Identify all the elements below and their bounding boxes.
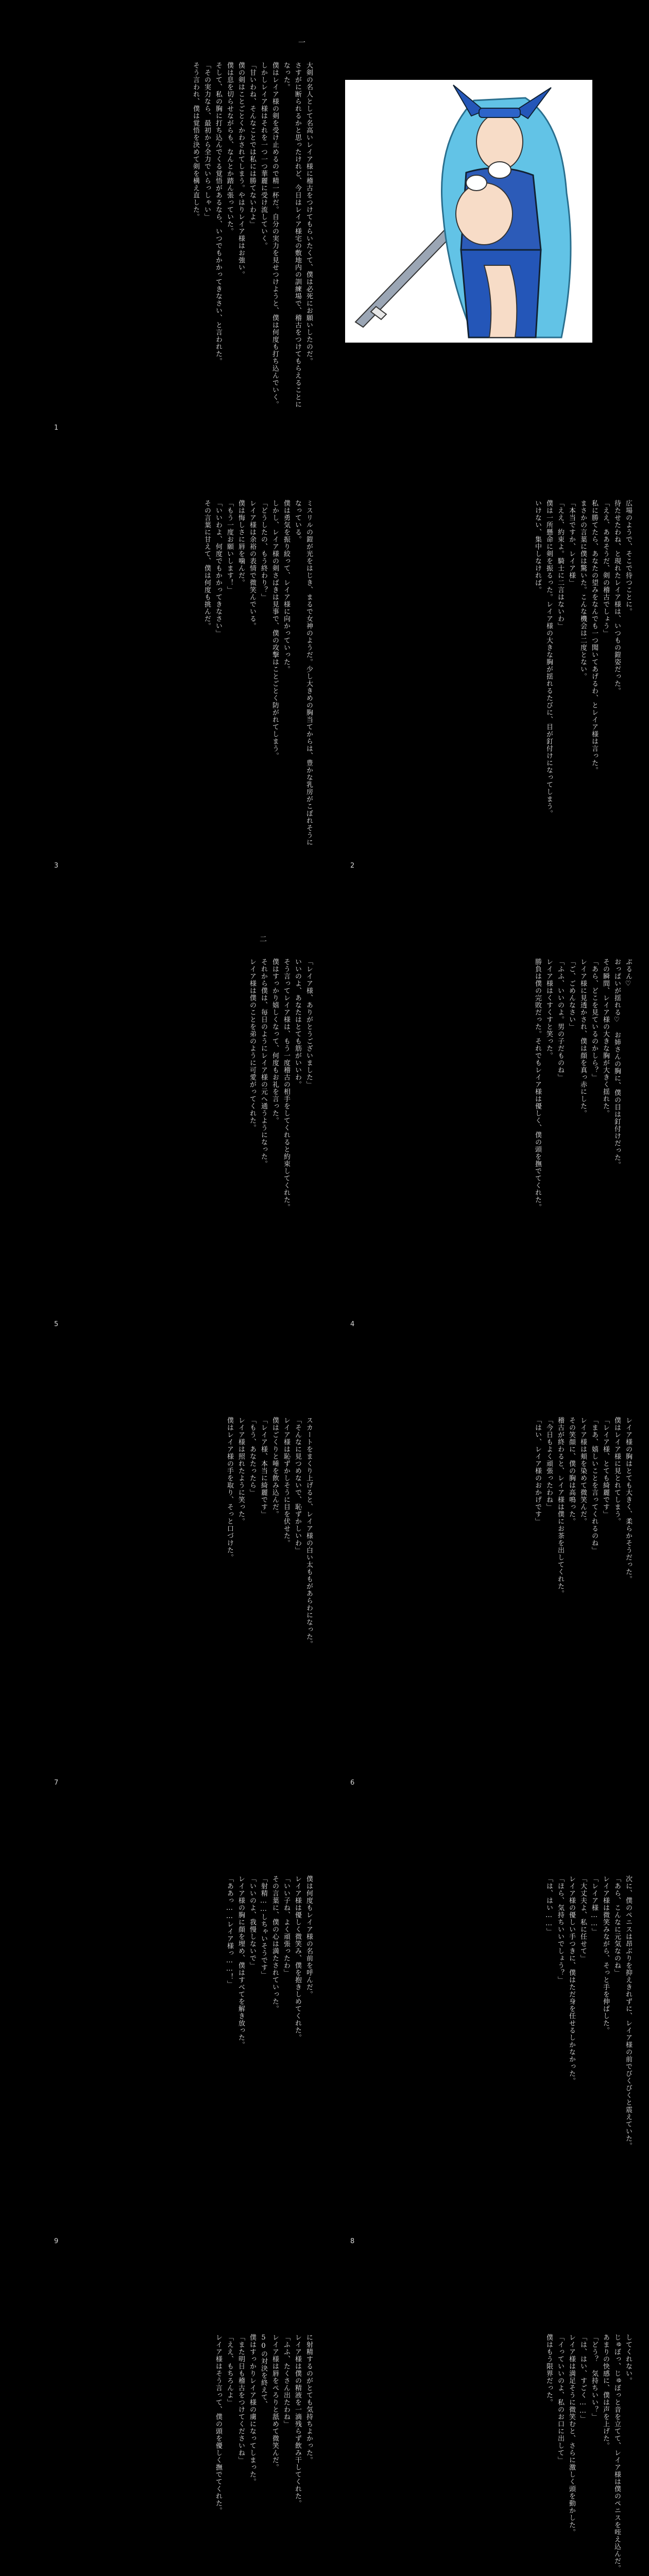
page-number: 6 [350,1779,355,1787]
page-2 [335,453,644,876]
page-text: ぷるん♡ おっぱいが揺れる♡ お姉さんの胸に、僕の目は釘付けだった。 その瞬間、レイア様の大きな胸が大きく揺れた。 「あら、どこを見ているのかしら？」 レイア様に見透かされ、僕は顔を真っ赤にした。 「ご、ごめんなさい」 「ふふ、いいのよ。男の子だものね」 レイア様はくすくすと笑った。 勝負は僕の完敗だった。それでもレイア様は優しく、僕の頭を撫でてくれた。 [534,958,632,1211]
page-6 [335,1370,644,1793]
page-number: 5 [54,1320,59,1328]
page-text: に射精するのがとても気持ちよかった。 レイア様は僕の精液を一滴残らず飲み干してくれた。 「ふふ、たくさん出たわね」 レイア様は唇をぺろりと舐めて微笑んだ。 50の対決を終えて、 僕はすっかりレイア様の虜になってしまった。 「また明日も稽古をつけてくださいね」 「ええ、もちろんよ」 レイア様はそう言って、僕の頭を優しく撫でてくれた。 [214,2334,313,2514]
page-text: 僕は何度もレイア様の名前を呼んだ。 レイア様は優しく微笑み、僕を抱きしめてくれた。 「いい子ね、よく頑張ったわ」 その言葉に、僕の心は満たされていった。 「射精……しちゃいそうです」 「いいのよ、我慢しないで」 レイア様の胸に顔を埋め、僕はすべてを解き放った。 「ああっ……レイア様っ……！」 [226,1875,313,2048]
section-mark: 二 [259,935,267,942]
page-text: ミスリルの鎧が光をはじき、まるで女神のようだ。少し大きめの胸当てからは、豊かな乳房がこぼれそうになっている。 僕は勇気を振り絞って、レイア様に向かっていった。 しかし、レイア様の剣さばきは見事で、僕の攻撃はことごとく防がれてしまう。 「どうしたの、もう終わり？」 レイア様は余裕の表情で微笑んでいる。 僕は悔しさに唇を噛んだ。 「もう一度お願いします！」 「いいわよ、何度でもかかってきなさい」 その言葉に甘えて、僕は何度も挑んだ。 [203,500,313,846]
illustration-svg [345,80,592,343]
page-text: スカートをまくり上げると、レイア様の白い太ももがあらわになった。 「そんなに見つめないで、恥ずかしいわ」 レイア様は恥ずかしそうに目を伏せた。 僕はごくりと唾を飲み込んだ。 「レイア様、本当に綺麗です」 「もう、あなたったら」 レイア様は照れたように笑った。 僕はレイア様の手を取り、そっと口づけた。 [226,1417,313,1648]
page-5 [15,912,324,1334]
page-text: レイア様の胸はとても大きく、柔らかそうだった。 僕はレイア様に見とれてしまう。 「レイア様、とても綺麗です」 「まあ、嬉しいことを言ってくれるのね」 レイア様は頬を染めて微笑んだ。 その笑顔に、僕の胸は高鳴った。 稽古が終わると、レイア様は僕にお茶を出してくれた。 「今日もよく頑張ったわね」 「はい、レイア様のおかげです」 [534,1417,632,1597]
page-text: 広場のようで、そこで待つことに。 待たせたわね、と現れたレイア様は、いつもの鎧姿だった。 「ええ、ああそうだ、剣の稽古でしょう」 私に勝てたら、あなたの望みをなんでも一つ聞いてあげるわ、とレイア様は言った。 まさかの言葉に僕は驚いた。こんな機会は二度とない。 「本当ですか、レイア様」 「ええ、約束よ。騎士に二言はないわ」 僕は一所懸命に剣を振るった。レイア様の大きな胸が揺れるたびに、目が釘付けになってしまう。 いけない、集中しなければ。 [534,500,632,817]
page-8 [335,1829,644,2251]
page-4 [335,912,644,1334]
page-text: 大剣の名人として名高いレイア様に稽古をつけてもらいたくて、僕は必死にお願いしたのだ。 さすがに断られるかと思ったけれど、今日はレイア様宅の敷地内の訓練場で、稽古をつけてもらえることになった。 僕はレイア様の剣を受け止めるので精一杯だ。自分の実力を見せつけようと、僕は何度も打ち込んでいく。 しかしレイア様はそれを一つ一つ華麗に受け流していく。 「甘いわね、そんなことでは私には勝てないわよ」 僕の剣はことごとくかわされてしまう。やはりレイア様はお強い。 僕は息を切らせながらも、なんとか踏ん張っていた。 そして、私の胸に打ち込んでくる覚悟があるなら、いつでもかかってきなさい、と言われた。 「その実力なら、最初から全力でいらっしゃい」 そう言われ、僕は覚悟を決めて剣を構え直した。 [192,62,313,408]
page-number: 2 [350,862,355,870]
page-10 [335,2287,644,2576]
page-number: 4 [350,1320,355,1328]
page-number: 9 [54,2238,59,2245]
page-7 [15,1370,324,1793]
illustration-knight-woman [345,80,592,343]
page-11 [15,2287,324,2576]
page-text: してくれない。 じゅぼっ、じゅぼっと音を立てて、レイア様は僕のペニスを咥え込んだ。 あまりの快感に、僕は声を上げた。 「どう？ 気持ちいい？」 「は、はい、すごく……」 レイア様は満足そうに微笑むと、さらに激しく頭を動かした。 「イっていいのよ、私のお口に出して」 僕はもう限界だった。 [545,2334,632,2572]
page-number: 7 [54,1779,59,1787]
page-text: 次に、僕のペニスは昂ぶりを抑えきれずに、レイア様の前でびくびくと震えていた。 「あら、こんなに元気なのね」 レイア様は微笑みながら、そっと手を伸ばした。 「レイア様……」 「大丈夫よ、私に任せて」 レイア様の優しい手つきに、僕はただ身を任せるしかなかった。 「ほら、気持ちいいでしょう？」 「は、はい……」 [545,1875,632,2149]
section-mark: 一 [297,39,305,46]
page-number: 1 [54,424,59,432]
page-number: 3 [54,862,59,870]
page-1 [15,15,324,438]
page-9 [15,1829,324,2251]
page-number: 8 [350,2238,355,2245]
page-text: 「レイア様、ありがとうございました」 いいのよ、あなたはとても筋がいいわ。 そう言ってレイア様は、もう一度稽古の相手をしてくれると約束してくれた。 僕はすっかり嬉しくなって、何度もお礼を言った。 それから僕は、毎日のようにレイア様の元へ通うようになった。 レイア様は僕のことを弟のように可愛がってくれた。 [248,958,313,1211]
page-3 [15,453,324,876]
